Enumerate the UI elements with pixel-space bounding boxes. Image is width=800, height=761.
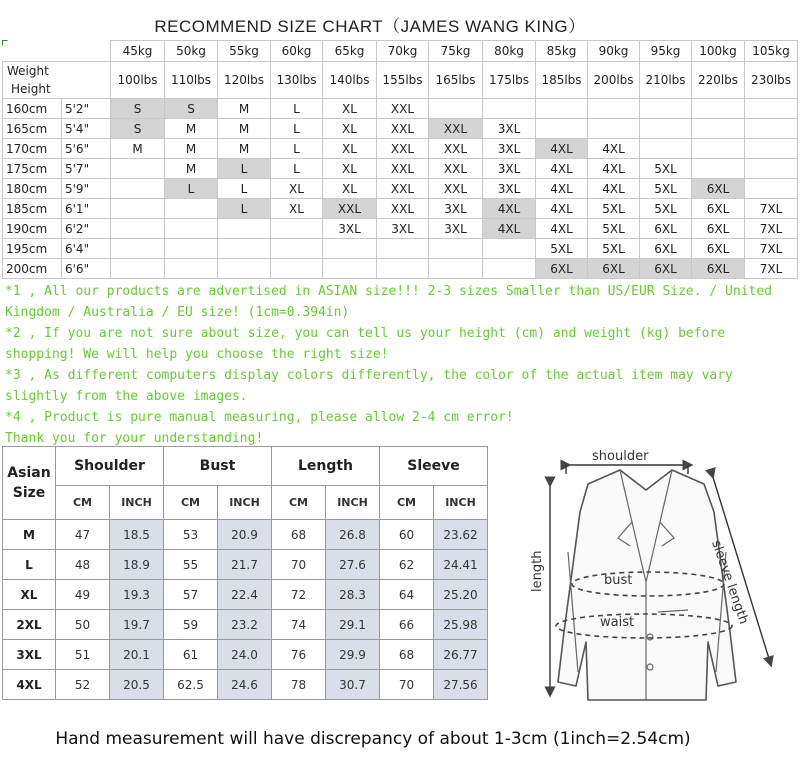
inch-value: 24.6 <box>218 670 272 700</box>
size-cell: 6XL <box>692 219 745 239</box>
size-cell: M <box>218 99 271 119</box>
size-cell: XXL <box>377 179 429 199</box>
size-cell <box>692 139 745 159</box>
cm-value: 66 <box>380 610 434 640</box>
inch-value: 30.7 <box>326 670 380 700</box>
inch-value: 24.0 <box>218 640 272 670</box>
size-cell: L <box>218 199 271 219</box>
size-cell: XXL <box>429 119 483 139</box>
waist-label: waist <box>600 615 635 630</box>
size-cell: 5XL <box>640 179 692 199</box>
height-cm: 180cm <box>3 179 62 199</box>
height-inch: 6'2" <box>62 219 111 239</box>
size-cell <box>429 259 483 279</box>
notes <box>5 281 797 449</box>
size-cell <box>218 259 271 279</box>
size-cell: 3XL <box>429 199 483 219</box>
size-cell: L <box>218 179 271 199</box>
cm-value: 70 <box>380 670 434 700</box>
size-cell: XXL <box>429 159 483 179</box>
cm-header: CM <box>272 486 326 520</box>
height-cm: 165cm <box>3 119 62 139</box>
size-cell: XXL <box>377 199 429 219</box>
group-header: Shoulder <box>56 447 164 486</box>
inch-value: 21.7 <box>218 550 272 580</box>
measurement-row <box>3 640 488 670</box>
cm-header: CM <box>56 486 110 520</box>
size-row <box>3 219 798 239</box>
size-cell: L <box>165 179 218 199</box>
jacket-diagram <box>508 442 798 710</box>
size-cell: 7XL <box>745 259 798 279</box>
weight-lbs-header: 165lbs <box>429 62 483 99</box>
size-cell <box>745 179 798 199</box>
cm-value: 78 <box>272 670 326 700</box>
size-chart-table <box>2 40 798 279</box>
size-cell: XL <box>323 119 377 139</box>
inch-value: 29.9 <box>326 640 380 670</box>
size-cell: 4XL <box>483 199 536 219</box>
size-cell: 4XL <box>536 199 588 219</box>
size-cell <box>640 139 692 159</box>
header-blank <box>3 41 111 62</box>
measurement-row <box>3 670 488 700</box>
cm-value: 55 <box>164 550 218 580</box>
size-cell <box>745 99 798 119</box>
weight-lbs-header: 210lbs <box>640 62 692 99</box>
size-row <box>3 119 798 139</box>
size-cell: 5XL <box>588 239 640 259</box>
inch-value: 27.56 <box>434 670 488 700</box>
weight-kg-header: 85kg <box>536 41 588 62</box>
size-cell <box>692 119 745 139</box>
group-header: Sleeve <box>380 447 488 486</box>
note-1: *1 , All our products are advertised in ASIAN size!!! 2-3 sizes Smaller than US/EUR Size. / United Kingdom / Australia / EU size! (1cm=0.394in) <box>5 284 773 320</box>
cm-value: 61 <box>164 640 218 670</box>
size-cell <box>745 119 798 139</box>
size-row <box>3 239 798 259</box>
size-label: 4XL <box>3 670 56 700</box>
size-cell: XXL <box>377 119 429 139</box>
cm-value: 68 <box>272 520 326 550</box>
weight-kg-header: 90kg <box>588 41 640 62</box>
size-cell <box>165 199 218 219</box>
weight-kg-header: 80kg <box>483 41 536 62</box>
height-cm: 170cm <box>3 139 62 159</box>
weight-lbs-header: 220lbs <box>692 62 745 99</box>
group-header: Length <box>272 447 380 486</box>
inch-value: 18.5 <box>110 520 164 550</box>
inch-value: 19.7 <box>110 610 164 640</box>
size-cell: 3XL <box>483 139 536 159</box>
inch-header: INCH <box>218 486 272 520</box>
size-cell: XXL <box>429 179 483 199</box>
inch-header: INCH <box>326 486 380 520</box>
size-cell <box>745 159 798 179</box>
size-cell <box>536 99 588 119</box>
size-cell: L <box>271 139 323 159</box>
length-label: length <box>530 550 545 592</box>
cm-value: 47 <box>56 520 110 550</box>
weight-kg-header: 60kg <box>271 41 323 62</box>
size-cell <box>483 99 536 119</box>
note-2: *2 , If you are not sure about size, you can tell us your height (cm) and weight (kg) before shopping! We will help you choose the right size! <box>5 326 726 362</box>
height-cm: 190cm <box>3 219 62 239</box>
size-cell <box>271 259 323 279</box>
cm-value: 64 <box>380 580 434 610</box>
weight-height-header <box>3 62 111 99</box>
size-cell: L <box>271 159 323 179</box>
size-row <box>3 199 798 219</box>
size-cell <box>271 239 323 259</box>
size-cell: 6XL <box>692 199 745 219</box>
size-cell: S <box>111 119 165 139</box>
size-cell <box>640 119 692 139</box>
asian-size-header: Asian Size <box>3 447 56 520</box>
size-cell <box>745 139 798 159</box>
size-cell <box>218 239 271 259</box>
size-cell: XL <box>323 99 377 119</box>
size-cell <box>111 219 165 239</box>
group-header: Bust <box>164 447 272 486</box>
size-cell <box>165 219 218 239</box>
size-cell <box>111 199 165 219</box>
size-cell: XL <box>323 159 377 179</box>
height-inch: 6'6" <box>62 259 111 279</box>
inch-value: 23.62 <box>434 520 488 550</box>
weight-lbs-header: 110lbs <box>165 62 218 99</box>
size-label: 2XL <box>3 610 56 640</box>
size-cell: 6XL <box>640 219 692 239</box>
size-cell: XL <box>323 139 377 159</box>
size-cell: 4XL <box>536 159 588 179</box>
inch-value: 29.1 <box>326 610 380 640</box>
size-cell: 6XL <box>536 259 588 279</box>
height-inch: 5'2" <box>62 99 111 119</box>
weight-lbs-header: 100lbs <box>111 62 165 99</box>
size-row <box>3 179 798 199</box>
size-cell <box>323 239 377 259</box>
cm-value: 72 <box>272 580 326 610</box>
weight-kg-header: 75kg <box>429 41 483 62</box>
size-cell <box>111 159 165 179</box>
size-cell: 4XL <box>536 219 588 239</box>
size-cell: 4XL <box>536 139 588 159</box>
cm-value: 70 <box>272 550 326 580</box>
weight-lbs-header: 155lbs <box>377 62 429 99</box>
size-cell: L <box>271 119 323 139</box>
size-cell: M <box>111 139 165 159</box>
weight-kg-header: 70kg <box>377 41 429 62</box>
weight-kg-header: 105kg <box>745 41 798 62</box>
weight-kg-row <box>3 41 798 62</box>
measurement-row <box>3 580 488 610</box>
cm-value: 51 <box>56 640 110 670</box>
size-label: 3XL <box>3 640 56 670</box>
size-cell: 3XL <box>429 219 483 239</box>
measurement-row <box>3 520 488 550</box>
size-cell: 7XL <box>745 219 798 239</box>
size-cell <box>271 219 323 239</box>
size-cell: 5XL <box>640 199 692 219</box>
sleeve-length-label: sleeve length <box>708 538 751 627</box>
size-cell: 6XL <box>640 239 692 259</box>
cm-header: CM <box>164 486 218 520</box>
measurement-row <box>3 610 488 640</box>
size-cell: 3XL <box>483 119 536 139</box>
cm-value: 59 <box>164 610 218 640</box>
cm-value: 57 <box>164 580 218 610</box>
size-cell: 6XL <box>692 239 745 259</box>
size-cell <box>377 239 429 259</box>
size-cell: 5XL <box>640 159 692 179</box>
measurement-table <box>2 446 488 700</box>
size-cell: 6XL <box>692 179 745 199</box>
size-cell: 4XL <box>536 179 588 199</box>
cm-value: 76 <box>272 640 326 670</box>
size-cell <box>323 259 377 279</box>
weight-lbs-header: 130lbs <box>271 62 323 99</box>
inch-value: 20.5 <box>110 670 164 700</box>
cm-value: 60 <box>380 520 434 550</box>
size-cell: 6XL <box>588 259 640 279</box>
weight-kg-header: 50kg <box>165 41 218 62</box>
size-cell <box>111 179 165 199</box>
weight-lbs-header: 185lbs <box>536 62 588 99</box>
size-cell: 4XL <box>483 219 536 239</box>
size-cell: 6XL <box>640 259 692 279</box>
shoulder-label: shoulder <box>592 449 649 464</box>
size-cell: M <box>165 139 218 159</box>
height-inch: 5'7" <box>62 159 111 179</box>
height-inch: 6'4" <box>62 239 111 259</box>
height-cm: 195cm <box>3 239 62 259</box>
weight-lbs-header: 140lbs <box>323 62 377 99</box>
inch-value: 25.20 <box>434 580 488 610</box>
size-cell <box>165 259 218 279</box>
size-cell: M <box>165 159 218 179</box>
cm-value: 74 <box>272 610 326 640</box>
cm-value: 53 <box>164 520 218 550</box>
size-cell <box>692 99 745 119</box>
size-cell <box>218 219 271 239</box>
size-cell: 7XL <box>745 239 798 259</box>
size-cell: 3XL <box>377 219 429 239</box>
weight-kg-header: 100kg <box>692 41 745 62</box>
inch-header: INCH <box>110 486 164 520</box>
bust-label: bust <box>604 573 633 588</box>
size-cell <box>588 99 640 119</box>
inch-value: 19.3 <box>110 580 164 610</box>
size-cell <box>429 239 483 259</box>
inch-value: 26.8 <box>326 520 380 550</box>
inch-value: 27.6 <box>326 550 380 580</box>
height-cm: 175cm <box>3 159 62 179</box>
size-cell: 5XL <box>588 199 640 219</box>
size-cell: 4XL <box>588 159 640 179</box>
size-cell <box>165 239 218 259</box>
size-cell: 5XL <box>536 239 588 259</box>
height-inch: 5'6" <box>62 139 111 159</box>
height-cm: 160cm <box>3 99 62 119</box>
height-label: Height <box>11 82 51 96</box>
size-cell <box>111 259 165 279</box>
cm-value: 48 <box>56 550 110 580</box>
size-cell: 7XL <box>745 199 798 219</box>
size-cell: 3XL <box>483 159 536 179</box>
size-cell: 4XL <box>588 179 640 199</box>
size-label: L <box>3 550 56 580</box>
inch-value: 22.4 <box>218 580 272 610</box>
weight-lbs-header: 120lbs <box>218 62 271 99</box>
size-cell: M <box>218 119 271 139</box>
size-cell: XXL <box>377 139 429 159</box>
cm-value: 49 <box>56 580 110 610</box>
size-cell <box>536 119 588 139</box>
weight-lbs-row <box>3 62 798 99</box>
cm-header: CM <box>380 486 434 520</box>
size-cell: M <box>165 119 218 139</box>
inch-value: 24.41 <box>434 550 488 580</box>
size-cell: XL <box>323 179 377 199</box>
height-cm: 200cm <box>3 259 62 279</box>
measurement-group-row <box>3 447 488 486</box>
weight-label: Weight <box>7 64 49 78</box>
size-cell: S <box>111 99 165 119</box>
inch-value: 28.3 <box>326 580 380 610</box>
measurement-row <box>3 550 488 580</box>
size-cell: 6XL <box>692 259 745 279</box>
weight-lbs-header: 175lbs <box>483 62 536 99</box>
cm-value: 68 <box>380 640 434 670</box>
inch-value: 26.77 <box>434 640 488 670</box>
size-row <box>3 139 798 159</box>
weight-lbs-header: 230lbs <box>745 62 798 99</box>
size-row <box>3 99 798 119</box>
size-cell: 3XL <box>483 179 536 199</box>
size-cell <box>588 119 640 139</box>
note-3: *3 , As different computers display colors differently, the color of the actual item may vary slightly from the above images. <box>5 368 733 404</box>
unit-row <box>3 486 488 520</box>
size-cell: XXL <box>323 199 377 219</box>
weight-kg-header: 45kg <box>111 41 165 62</box>
size-cell <box>111 239 165 259</box>
weight-kg-header: 65kg <box>323 41 377 62</box>
size-cell: 5XL <box>588 219 640 239</box>
weight-kg-header: 55kg <box>218 41 271 62</box>
inch-value: 20.9 <box>218 520 272 550</box>
height-inch: 6'1" <box>62 199 111 219</box>
size-cell <box>640 99 692 119</box>
size-cell <box>429 99 483 119</box>
cm-value: 62.5 <box>164 670 218 700</box>
size-cell <box>377 259 429 279</box>
height-inch: 5'9" <box>62 179 111 199</box>
size-cell: XXL <box>377 159 429 179</box>
cm-value: 52 <box>56 670 110 700</box>
inch-value: 18.9 <box>110 550 164 580</box>
inch-header: INCH <box>434 486 488 520</box>
footer-note: Hand measurement will have discrepancy of about 1-3cm (1inch=2.54cm) <box>55 729 691 749</box>
size-cell: 3XL <box>323 219 377 239</box>
size-cell: XL <box>271 199 323 219</box>
inch-value: 25.98 <box>434 610 488 640</box>
size-cell: S <box>165 99 218 119</box>
note-4: *4 , Product is pure manual measuring, please allow 2-4 cm error! <box>5 410 514 425</box>
size-cell <box>692 159 745 179</box>
size-cell: 4XL <box>588 139 640 159</box>
height-inch: 5'4" <box>62 119 111 139</box>
weight-lbs-header: 200lbs <box>588 62 640 99</box>
cm-value: 62 <box>380 550 434 580</box>
inch-value: 23.2 <box>218 610 272 640</box>
size-label: M <box>3 520 56 550</box>
size-cell: XXL <box>377 99 429 119</box>
weight-kg-header: 95kg <box>640 41 692 62</box>
size-row <box>3 159 798 179</box>
cm-value: 50 <box>56 610 110 640</box>
size-cell: M <box>218 139 271 159</box>
size-row <box>3 259 798 279</box>
size-cell <box>483 259 536 279</box>
size-label: XL <box>3 580 56 610</box>
page-title: RECOMMEND SIZE CHART（JAMES WANG KING） <box>154 17 586 36</box>
size-cell: XXL <box>429 139 483 159</box>
size-cell <box>483 239 536 259</box>
size-cell: L <box>218 159 271 179</box>
size-cell: L <box>271 99 323 119</box>
height-cm: 185cm <box>3 199 62 219</box>
inch-value: 20.1 <box>110 640 164 670</box>
size-cell: XL <box>271 179 323 199</box>
note-thanks: Thank you for your understanding! <box>5 431 264 446</box>
